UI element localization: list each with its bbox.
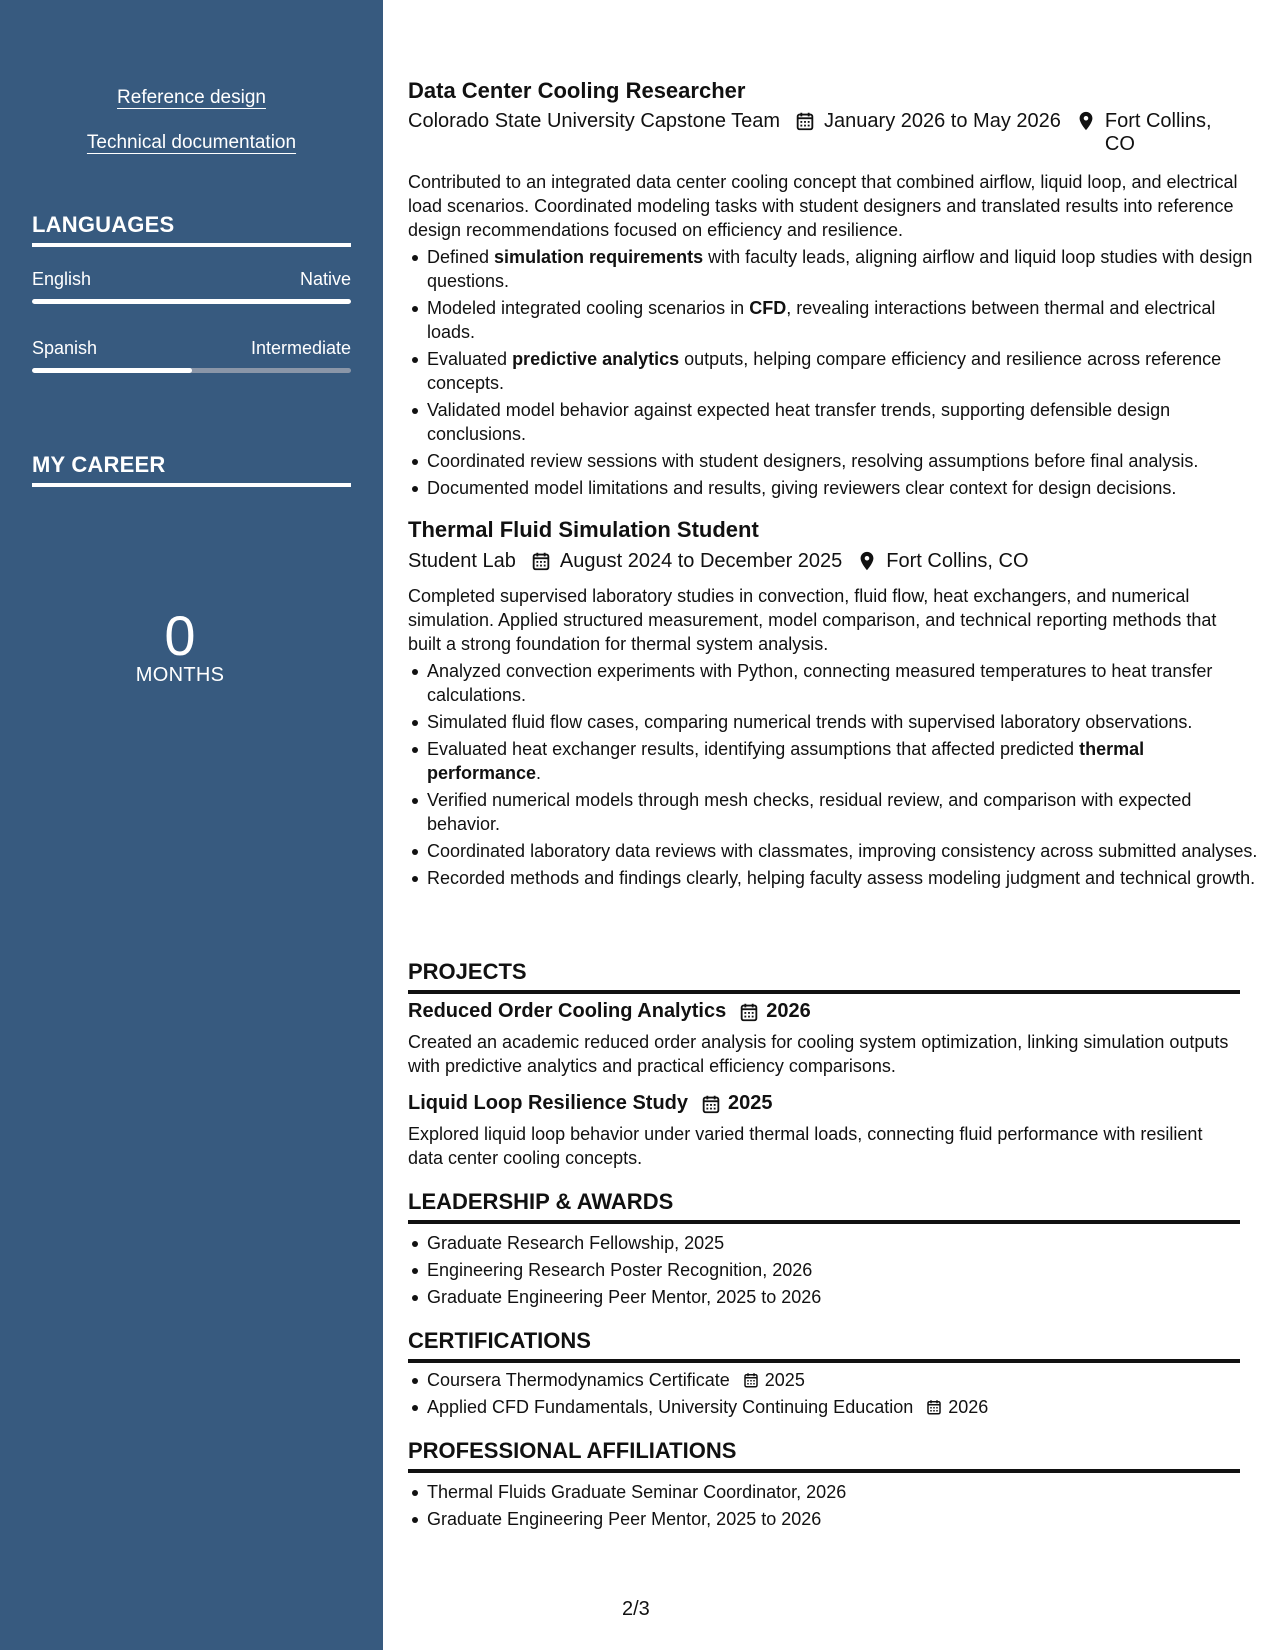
technical-documentation-link-label[interactable]: Technical documentation	[86, 132, 297, 153]
calendar-icon	[742, 1371, 760, 1389]
calendar-icon	[794, 110, 816, 132]
leadership-awards-heading: LEADERSHIP & AWARDS	[408, 1189, 1240, 1224]
job-location: Fort Collins, CO	[1104, 110, 1212, 155]
project-name: Reduced Order Cooling Analytics	[408, 1000, 727, 1022]
list-item: Coordinated review sessions with student designers, resolving assumptions before final analysis.	[427, 449, 1259, 473]
reference-design-link-label[interactable]: Reference design	[117, 87, 266, 108]
language-bar-fill	[32, 368, 192, 373]
project-year: 2026	[766, 1000, 811, 1022]
certification-year: 2025	[764, 1370, 805, 1390]
map-pin-icon	[856, 550, 878, 572]
project-title	[408, 1000, 811, 1023]
calendar-icon	[738, 1001, 760, 1023]
language-name: Spanish	[32, 338, 98, 358]
list-item: Defined simulation requirements with faculty leads, aligning airflow and liquid loop studies with design questions.	[427, 245, 1259, 293]
language-level: Native	[299, 269, 351, 289]
project-title	[408, 1092, 773, 1115]
reference-design-link[interactable]	[0, 87, 383, 109]
list-item: Graduate Engineering Peer Mentor, 2025 to 2026	[427, 1285, 1259, 1309]
list-item	[427, 1395, 1259, 1419]
certification-year: 2026	[948, 1397, 989, 1417]
my-career-heading: MY CAREER	[32, 452, 351, 487]
page-number: 2/3	[622, 1598, 650, 1620]
list-item: Engineering Research Poster Recognition, 2026	[427, 1258, 1259, 1282]
calendar-icon	[530, 550, 552, 572]
list-item: Simulated fluid flow cases, comparing numerical trends with supervised laboratory observations.	[427, 710, 1259, 734]
certification-name: Coursera Thermodynamics Certificate	[427, 1370, 730, 1390]
certifications-list	[408, 1368, 1259, 1422]
projects-heading: PROJECTS	[408, 959, 1240, 994]
calendar-icon	[700, 1093, 722, 1115]
list-item: Validated model behavior against expected heat transfer trends, supporting defensible design conclusions.	[427, 398, 1259, 446]
language-name: English	[32, 269, 92, 289]
language-bar-spanish	[32, 368, 351, 373]
list-item: Analyzed convection experiments with Python, connecting measured temperatures to heat transfer calculations.	[427, 659, 1259, 707]
career-months-unit: MONTHS	[135, 664, 225, 686]
list-item: Graduate Research Fellowship, 2025	[427, 1231, 1259, 1255]
job-summary: Completed supervised laboratory studies in convection, fluid flow, heat exchangers, and numerical simulation. Applied structured measurement, model comparison, and technical reporting methods that built a strong foundation for thermal system analysis.	[408, 586, 1217, 654]
project-year: 2025	[728, 1092, 773, 1114]
project-description: Created an academic reduced order analysis for cooling system optimization, linking simulation outputs with predictive analytics and practical efficiency comparisons.	[408, 1032, 1229, 1076]
list-item: Recorded methods and findings clearly, helping faculty assess modeling judgment and technical growth.	[427, 866, 1259, 890]
job-organization: Student Lab	[408, 550, 516, 572]
project-description: Explored liquid loop behavior under varied thermal loads, connecting fluid performance with resilient data center cooling concepts.	[408, 1124, 1203, 1168]
languages-heading: LANGUAGES	[32, 212, 351, 247]
affiliations-list	[408, 1480, 1259, 1534]
list-item: Coordinated laboratory data reviews with classmates, improving consistency across submitted analyses.	[427, 841, 1258, 861]
project-name: Liquid Loop Resilience Study	[408, 1092, 689, 1114]
job-location: Fort Collins, CO	[886, 550, 1029, 572]
job-dates: August 2024 to December 2025	[559, 550, 843, 572]
certifications-heading: CERTIFICATIONS	[408, 1328, 1240, 1363]
job-dates: January 2026 to May 2026	[824, 110, 1061, 132]
list-item: Thermal Fluids Graduate Seminar Coordinator, 2026	[427, 1480, 1259, 1504]
sidebar	[0, 0, 383, 1650]
list-item: Modeled integrated cooling scenarios in CFD, revealing interactions between thermal and electrical loads.	[427, 296, 1259, 344]
list-item	[427, 1368, 1259, 1392]
language-bar-english	[32, 299, 351, 304]
language-row-spanish	[32, 338, 351, 359]
job-title: Thermal Fluid Simulation Student	[408, 517, 759, 542]
career-months-value: 0	[164, 604, 196, 667]
job-meta	[408, 550, 1240, 573]
professional-affiliations-heading: PROFESSIONAL AFFILIATIONS	[408, 1438, 1240, 1473]
language-row-english	[32, 269, 351, 290]
job-meta	[408, 110, 1240, 156]
job-title: Data Center Cooling Researcher	[408, 78, 746, 103]
calendar-icon	[925, 1398, 943, 1416]
list-item: Graduate Engineering Peer Mentor, 2025 to 2026	[427, 1507, 1259, 1531]
map-pin-icon	[1075, 110, 1097, 132]
list-item: Documented model limitations and results, giving reviewers clear context for design decisions.	[427, 476, 1259, 500]
certification-name: Applied CFD Fundamentals, University Continuing Education	[427, 1397, 914, 1417]
leadership-list	[408, 1231, 1259, 1312]
job-summary: Contributed to an integrated data center cooling concept that combined airflow, liquid loop, and electrical load scenarios. Coordinated modeling tasks with student designers and translated results into reference design recommendations focused on efficiency and resilience.	[408, 172, 1238, 240]
language-bar-fill	[32, 299, 351, 304]
job-bullets	[408, 659, 1259, 893]
technical-documentation-link[interactable]	[0, 132, 383, 154]
job-organization: Colorado State University Capstone Team	[408, 110, 781, 132]
list-item: Evaluated predictive analytics outputs, helping compare efficiency and resilience across reference concepts.	[427, 347, 1259, 395]
list-item: Evaluated heat exchanger results, identifying assumptions that affected predicted thermal performance.	[427, 737, 1259, 785]
list-item: Verified numerical models through mesh checks, residual review, and comparison with expected behavior.	[427, 788, 1259, 836]
job-bullets	[408, 245, 1259, 503]
language-level: Intermediate	[250, 338, 351, 358]
